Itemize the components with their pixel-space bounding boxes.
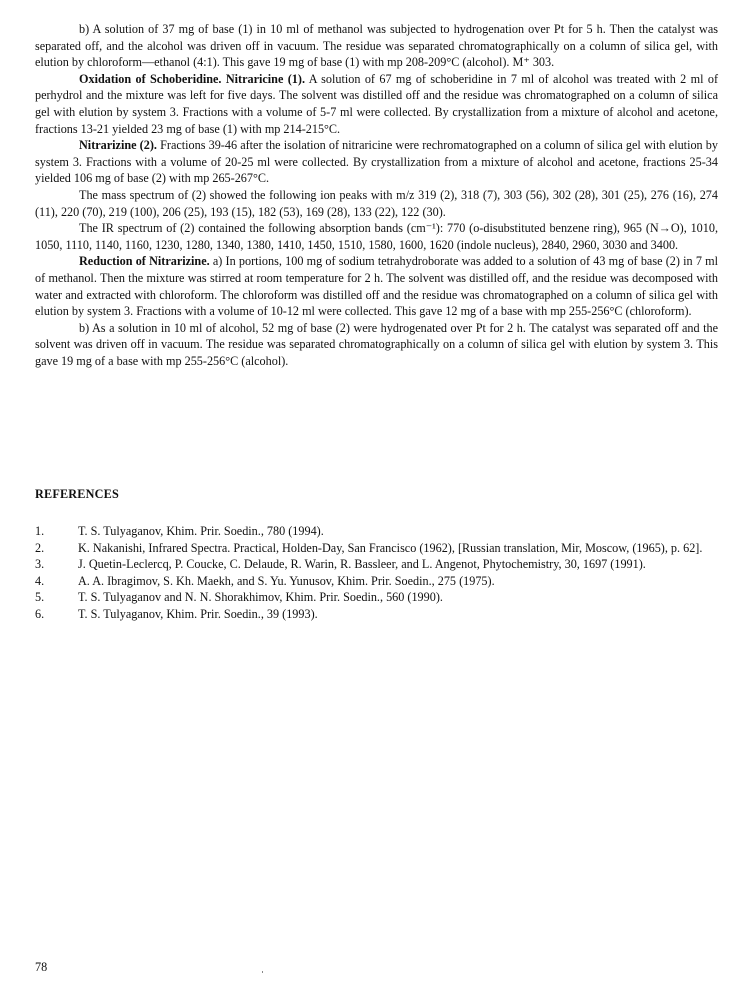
reference-text: A. A. Ibragimov, S. Kh. Maekh, and S. Yu. Yunusov, Khim. Prir. Soedin., 275 (1975). xyxy=(78,573,495,588)
references-list xyxy=(35,523,718,623)
reference-item xyxy=(35,540,718,557)
reference-item xyxy=(35,523,718,540)
paragraph-run-head: Nitrarizine (2). xyxy=(79,138,157,153)
reference-number: 3. xyxy=(35,557,45,572)
paragraph-text: Fractions 39-46 after the isolation of nitraricine were rechromatographed on a column of silica gel with elution by system 3. Fractions with a volume of 20-25 ml were collected. By crystallization from a mixture of alcohol and acetone, fractions 25-34 yielded 106 mg of base (2) with mp 265-267°C. xyxy=(35,138,718,186)
paragraph-text: b) As a solution in 10 ml of alcohol, 52 mg of base (2) were hydrogenated over Pt for 2 h. The catalyst was separated off and the solvent was driven off in vacuum. The residue was separated chromatographically on a column of silica gel with elution by system 3. This gave 19 mg of a base with mp 255-256°C (alcohol). xyxy=(35,320,718,368)
paragraph-hydrogenation-b xyxy=(35,21,718,71)
references-heading: REFERENCES xyxy=(35,487,119,501)
paragraph-mass-spectrum xyxy=(35,187,718,220)
reference-text: J. Quetin-Leclercq, P. Coucke, C. Delaude, R. Warin, R. Bassleer, and L. Angenot, Phytochemistry, 30, 1697 (1991). xyxy=(78,557,646,572)
paragraph-nitrarizine xyxy=(35,137,718,187)
reference-item xyxy=(35,589,718,606)
reference-number: 1. xyxy=(35,524,45,538)
reference-number: 5. xyxy=(35,590,45,605)
reference-text: T. S. Tulyaganov, Khim. Prir. Soedin., 780 (1994). xyxy=(78,524,324,538)
paragraph-text: A solution of 67 mg of schoberidine in 7 ml of alcohol was treated with 2 ml of perhydrol and the mixture was left for five days. The solvent was distilled off and the residue was chromatographed on a column of silica gel with elution by system 3. Fractions with a volume of 5-7 ml were collected. By crystallization from a mixture of alcohol and acetone, fractions 13-21 yielded 23 mg of base (1) with mp 214-215°C. xyxy=(35,71,719,136)
paragraph-run-head: Oxidation of Schoberidine. Nitraricine (1). xyxy=(79,71,305,86)
paragraph-text: The IR spectrum of (2) contained the following absorption bands (cm⁻¹): 770 (o-disubstituted benzene ring), 965 (N→O), 1010, 1050, 1110, 1140, 1160, 1230, 1280, 1340, 1380, 1410, 1450, 1510, 1580, 1600, 1620 (indole nucleus), 2840, 2960, 3030 and 3400. xyxy=(35,221,718,252)
reference-item xyxy=(35,556,718,573)
paragraph-run-head: Reduction of Nitrarizine. xyxy=(79,254,210,269)
scan-speck xyxy=(262,971,263,973)
reference-text: K. Nakanishi, Infrared Spectra. Practical, Holden-Day, San Francisco (1962), [Russian translation, Mir, Moscow, (1965), p. 62]. xyxy=(78,540,703,555)
reference-item xyxy=(35,606,718,623)
paragraph-oxidation-schoberidine xyxy=(35,71,718,137)
paragraph-text: b) A solution of 37 mg of base (1) in 10 ml of methanol was subjected to hydrogenation over Pt for 5 h. Then the catalyst was separated off, and the alcohol was driven off in vacuum. The residue was separated chromatographically on a column of silica gel, with elution by chloroform—ethanol (4:1). This gave 19 mg of base (1) with mp 208-209°C (alcohol). M⁺ 303. xyxy=(35,22,718,70)
experimental-section xyxy=(35,21,718,369)
reference-text: T. S. Tulyaganov and N. N. Shorakhimov, Khim. Prir. Soedin., 560 (1990). xyxy=(78,590,443,605)
paragraph-hydrogenation-nitrarizine-b xyxy=(35,320,718,370)
reference-number: 4. xyxy=(35,573,45,588)
paragraph-text: a) In portions, 100 mg of sodium tetrahydroborate was added to a solution of 43 mg of base (2) in 7 ml of methanol. Then the mixture was stirred at room temperature for 2 h. The solvent was distilled off, and the residue was decomposed with water and extracted with chloroform. The chloroform was distilled off and the residue was chromatographed on a column of silica gel with elution by system 3. Fractions with a volume of 10-12 ml were collected. This gave 12 mg of a base with mp 255-256°C (chloroform). xyxy=(35,254,718,319)
reference-number: 2. xyxy=(35,540,45,555)
paragraph-text: The mass spectrum of (2) showed the following ion peaks with m/z 319 (2), 318 (7), 303 (56), 302 (28), 301 (25), 276 (16), 274 (11), 220 (70), 219 (100), 206 (25), 193 (15), 182 (53), 169 (28), 133 (22), 122 (30). xyxy=(35,187,718,219)
paragraph-ir-spectrum xyxy=(35,220,718,253)
paragraph-reduction-nitrarizine xyxy=(35,253,718,319)
page-number: 78 xyxy=(35,960,48,974)
reference-number: 6. xyxy=(35,606,45,621)
reference-item xyxy=(35,573,718,590)
reference-text: T. S. Tulyaganov, Khim. Prir. Soedin., 39 (1993). xyxy=(78,606,318,621)
